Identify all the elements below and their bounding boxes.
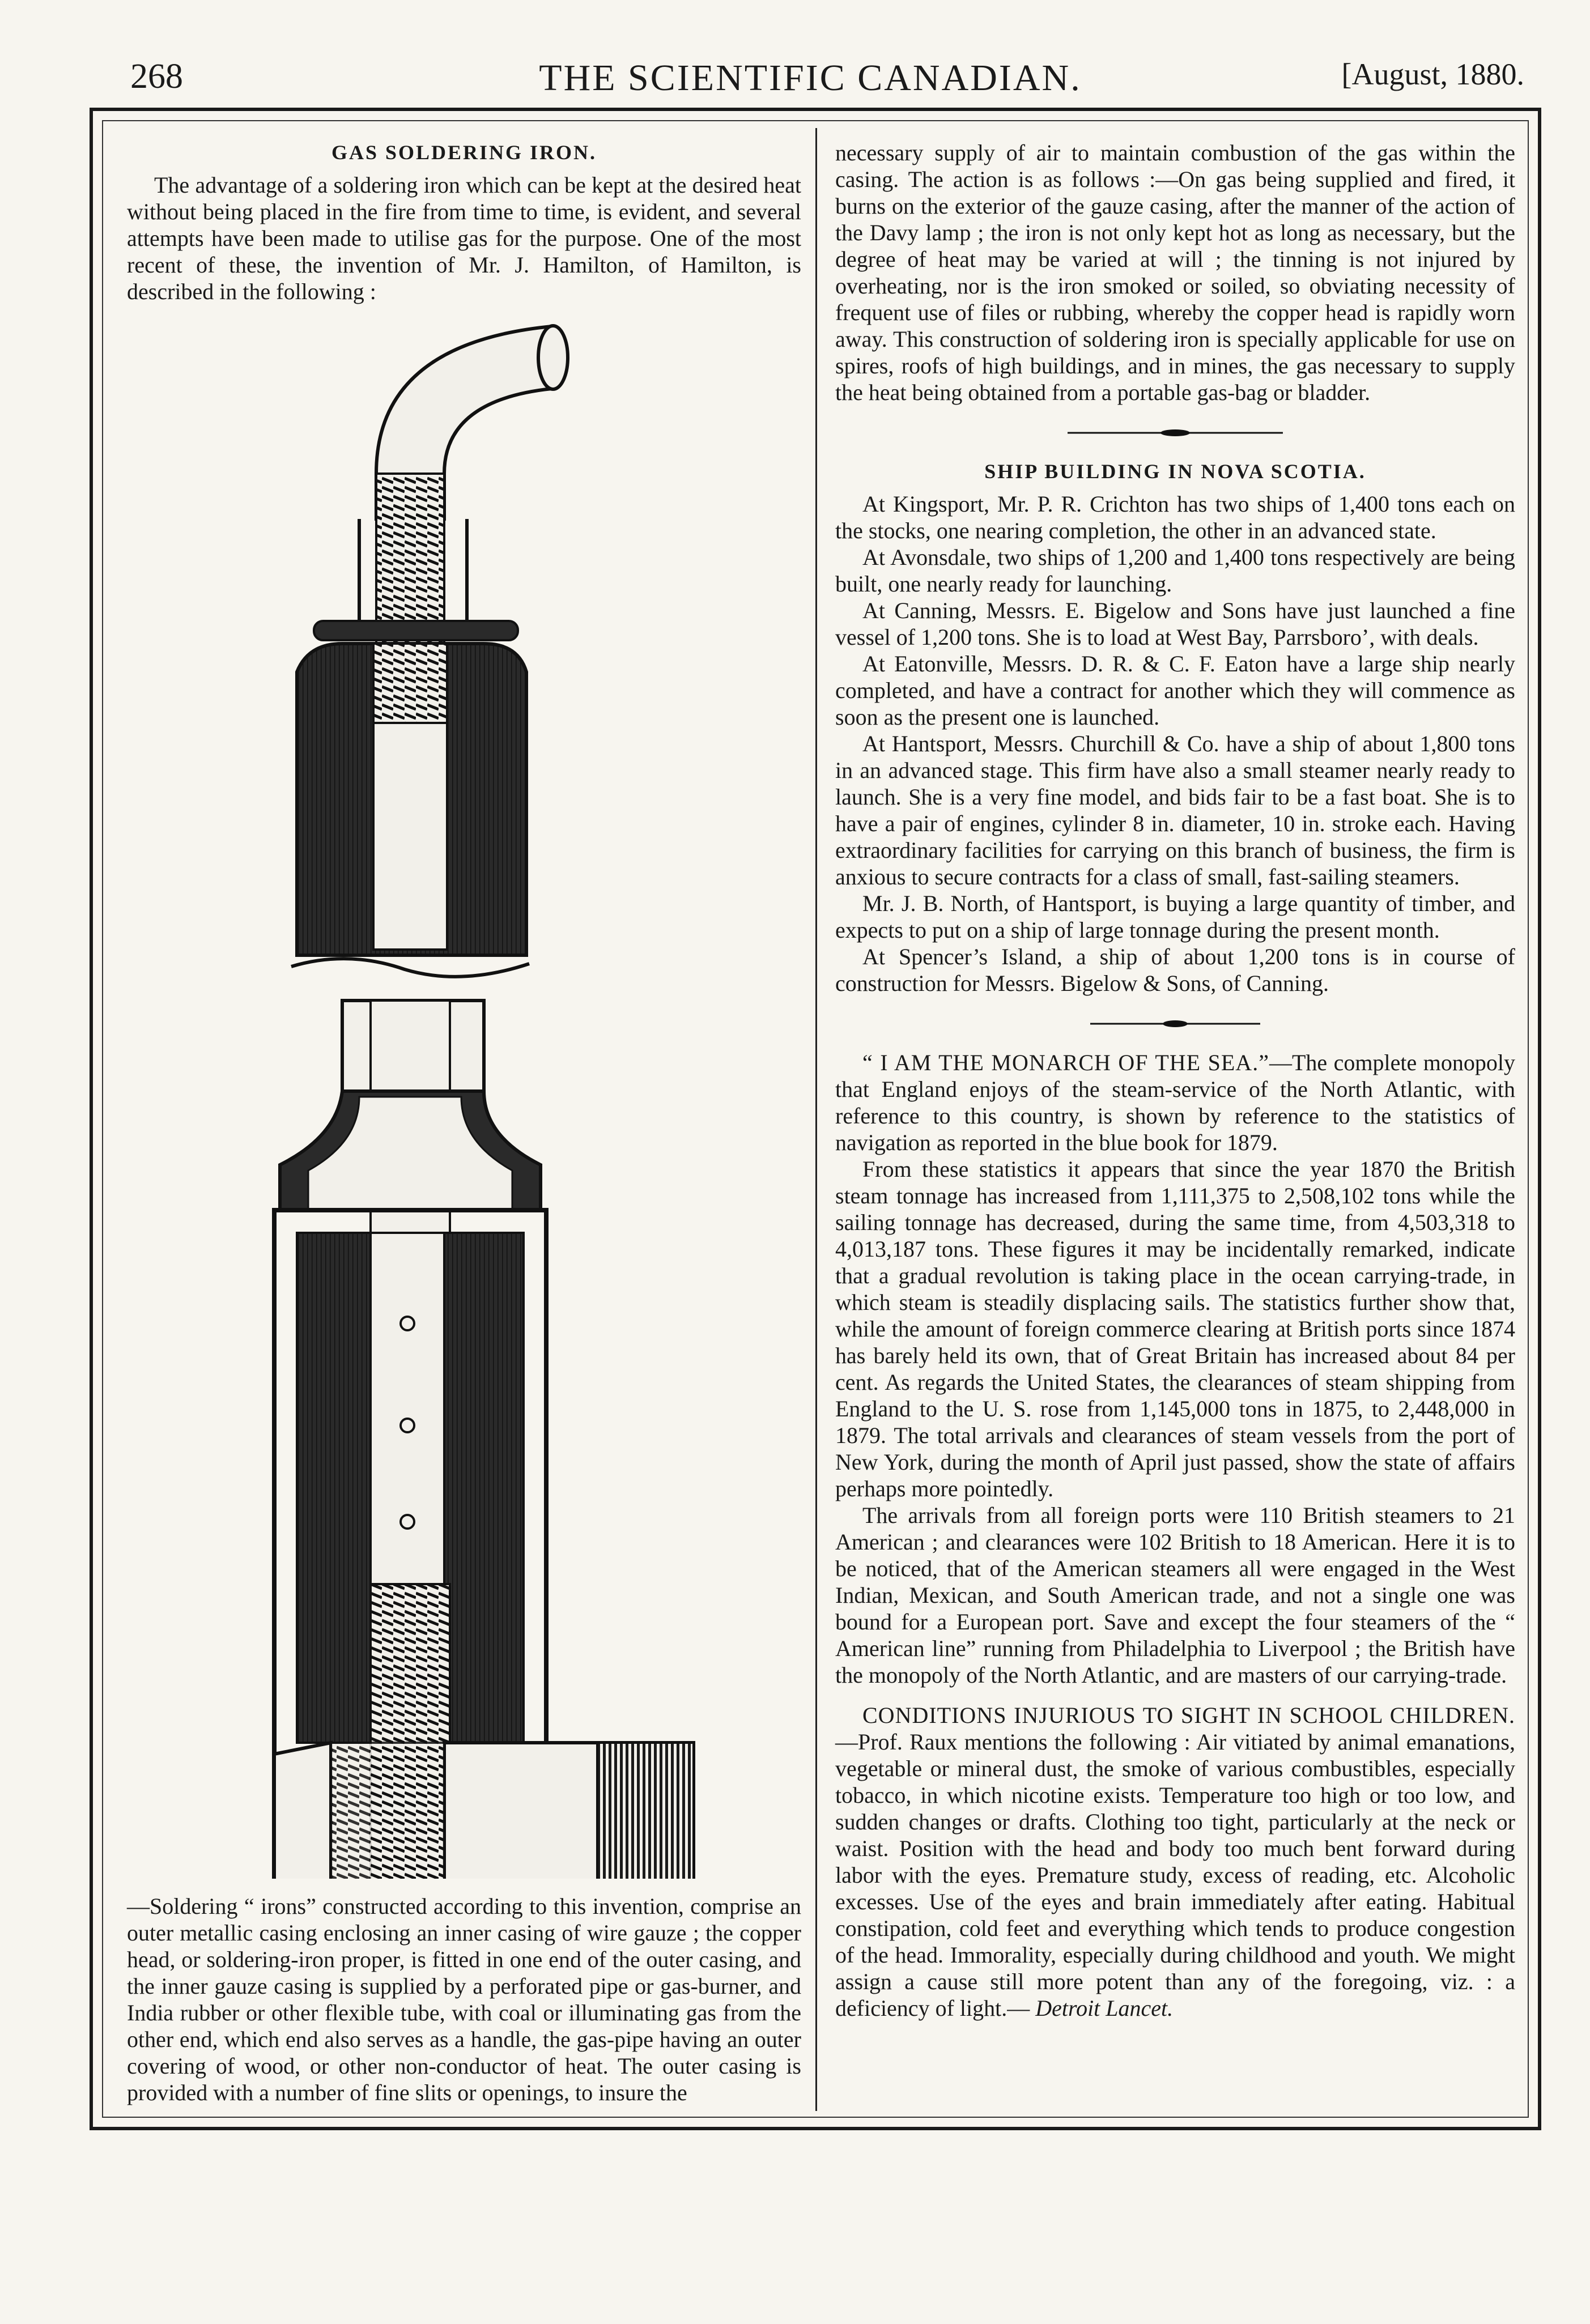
gas-soldering-caption-text: —Soldering “ irons” constructed according to this invention, comprise an outer metallic casing enclosing an inner casing of wire gauze ; the copper head, or soldering-iron proper, is fitted in one end of the outer casing, and the inner gauze casing is supplied by a perforated pipe or gas-burner, and India rubber or other flexible tube, with coal or illuminating gas from the other end, which end also serves as a handle, the gas-pipe having an outer covering of wood, or other non-conductor of heat. The outer casing is provided with a number of fine slits or openings, to insure the [127,1893,801,2105]
article-heading-ship-building: SHIP BUILDING IN NOVA SCOTIA. [984,460,1366,483]
gas-soldering-continuation: necessary supply of air to maintain combustion of the gas within the casing. The action is as follows :—On gas being supplied and fired, it burns on the exterior of the gauze casing, after the manner of the action of the Davy lamp ; the iron is not only kept hot as long as necessary, but the degree of heat may be varied at will ; the tinning is not injured by overheating, nor is the iron smoked or soiled, so obviating necessity of frequent use of files or rubbing, whereby the copper head is rapidly worn away. This construction of soldering iron is specially applicable for use on spires, roofs of high buildings, and in mines, the gas necessary to supply the heat being obtained from a portable gas-bag or bladder. [835,140,1515,405]
gas-soldering-caption [127,1893,801,2106]
section-ornament [835,416,1515,442]
monarch-paragraph: From these statistics it appears that since the year 1870 the British steam tonnage has increased from 1,111,375 to 2,508,102 tons while the sailing tonnage has decreased, during the same time, from 4,503,318 to 4,013,187 tons. These figures it may be incidentally remarked, indicate that a gradual revolution is taking place in the ocean carrying-trade, in which steam is steadily displacing sails. The statistics further show that, while the amount of foreign commerce clearing at British ports since 1874 has barely held its own, that of Great Britain has increased about 84 per cent. As regards the United States, the clearances of steam shipping from England to the U. S. rose from 1,145,000 tons in 1875, to 2,448,000 in 1879. The total arrivals and clearances of steam vessels from the port of New York, during the month of April just passed, show the state of affairs perhaps more pointedly. [835,1156,1515,1501]
column-divider [815,128,817,2111]
page-number: 268 [130,57,183,96]
ship-paragraph: At Hantsport, Messrs. Churchill & Co. have a ship of about 1,800 tons in an advanced stage. This firm have also a small steamer nearly ready to launch. She is a very fine model, and bids fair to be a fast boat. She is to have a pair of engines, cylinder 8 in. diameter, 10 in. stroke each. Having extraordinary facilities for carrying on this branch of business, the firm is anxious to secure contracts for a class of small, fast-sailing steamers. [835,731,1515,889]
section-ornament [835,1007,1515,1033]
monarch-paragraph: The arrivals from all foreign ports were 110 British steamers to 21 American ; and clearances were 102 British to 18 American. Here it is to be noticed, that of the American steamers all were engaged in the West Indian, Mexican, and South American trade, and not a single one was bound for a European port. Save and except the four steamers of the “ American line” running from Philadelphia to Liverpool ; the British have the monopoly of the North Atlantic, and are masters of our carrying-trade. [835,1502,1515,1688]
monarch-paragraph [835,1049,1515,1156]
ship-paragraph: At Spencer’s Island, a ship of about 1,200 tons is in course of construction for Messrs. Bigelow & Sons, of Canning. [835,944,1515,996]
page-frame [90,108,1541,2130]
ship-paragraph: At Kingsport, Mr. P. R. Crichton has two ships of 1,400 tons each on the stocks, one nearing completion, the other in an advanced state. [835,491,1515,543]
ship-paragraph: At Avonsdale, two ships of 1,200 and 1,400 tons respectively are being built, one nearly ready for launching. [835,544,1515,597]
ship-paragraph: At Canning, Messrs. E. Bigelow and Sons have just launched a fine vessel of 1,200 tons. She is to load at West Bay, Parrsboro’, with deals. [835,598,1515,650]
conditions-lead: CONDITIONS INJURIOUS TO SIGHT IN SCHOOL CHILDREN. [862,1702,1515,1728]
right-column [835,139,1515,2021]
monarch-lead: “ I AM THE MONARCH OF THE SEA.” [862,1050,1269,1075]
conditions-body: —Prof. Raux mentions the following : Air vitiated by animal emanations, vegetable or mineral dust, the smoke of various combustibles, especially tobacco, in which nicotine exists. Temperature too high or too low, and sudden changes or drafts. Clothing too tight, particularly at the neck or waist. Position with the head and body too much bent forward during labor with the eyes. Premature study, excess of reading, etc. Alcoholic excesses. Use of the eyes and brain immediately after eating. Habitual constipation, cold feet and everything which tends to produce congestion of the head. Immorality, especially during childhood and youth. We might assign a cause still more potent than any of the foregoing, viz. : a deficiency of light.— [835,1729,1515,2021]
issue-date: [August, 1880. [1341,57,1524,91]
conditions-source: Detroit Lancet. [1035,1995,1174,2021]
ship-paragraph: At Eatonville, Messrs. D. R. & C. F. Eaton have a large ship nearly completed, and have a contract for another which they will commence as soon as the present one is launched. [835,651,1515,730]
monarch-first: —The complete monopoly that England enjoys of the steam-service of the North Atlantic, with reference to this country, is shown by reference to the statistics of navigation as reported in the blue book for 1879. [835,1050,1516,1155]
soldering-iron-engraving-icon [257,304,711,1879]
article-heading-gas-soldering-iron: GAS SOLDERING IRON. [331,141,597,164]
conditions-paragraph [835,1702,1515,2021]
page-header [85,40,1536,102]
left-column [127,139,801,305]
gas-soldering-intro: The advantage of a soldering iron which can be kept at the desired heat without being placed in the fire from time to time, is evident, and several attempts have been made to utilise gas for the purpose. One of the most recent of these, the invention of Mr. J. Hamilton, of Hamilton, is described in the following : [127,172,801,304]
ship-paragraph: Mr. J. B. North, of Hantsport, is buying a large quantity of timber, and expects to put on a ship of large tonnage during the present month. [835,891,1515,943]
journal-title: THE SCIENTIFIC CANADIAN. [539,57,1082,99]
